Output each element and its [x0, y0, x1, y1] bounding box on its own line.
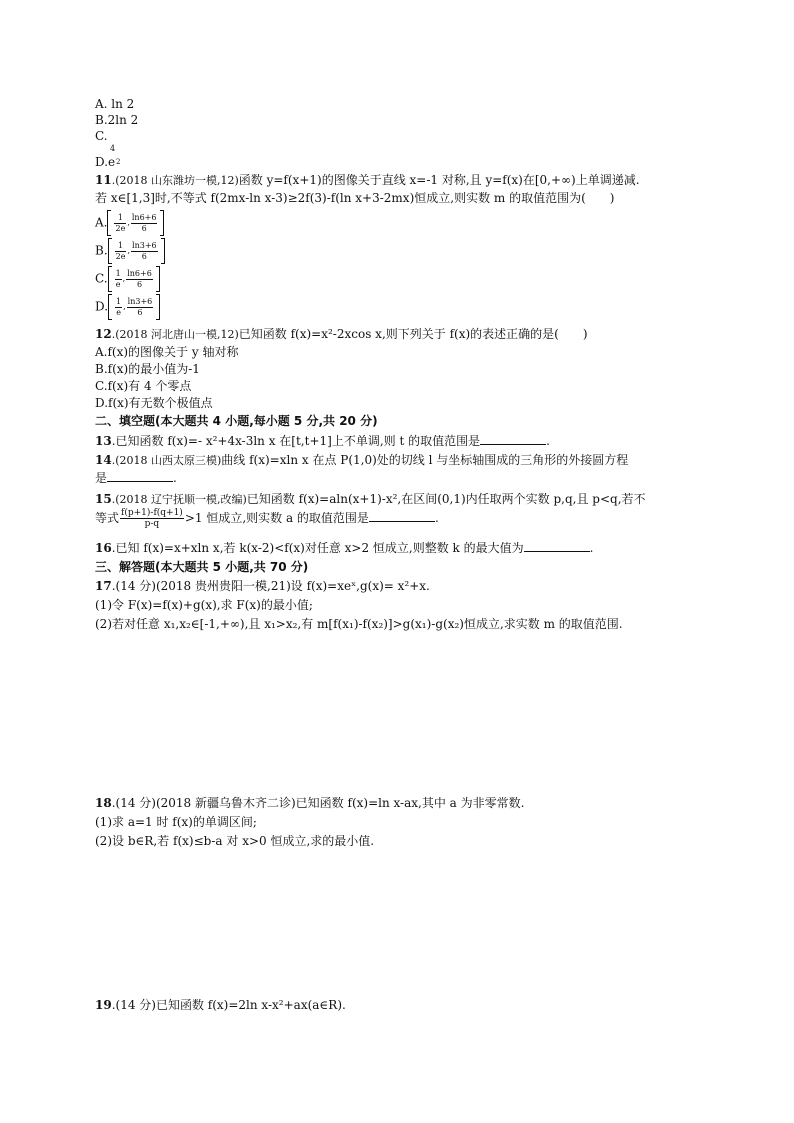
q14-stem: 曲线 f(x)=xln x 在点 P(1,0)处的切线 l 与坐标轴围成的三角形的外接圆方程: [221, 453, 629, 467]
q11-option-a-label: A.: [95, 215, 108, 230]
q16-end: .: [589, 541, 594, 555]
q15-suffix: >1 恒成立,则实数 a 的取值范围是: [184, 511, 369, 525]
q12-number: 12: [95, 327, 112, 341]
q13: [95, 433, 550, 449]
q19-head: [95, 997, 346, 1013]
frac-num: 1: [115, 268, 121, 278]
q18-number: 18: [95, 796, 112, 810]
q14-line2-text: 是: [95, 471, 108, 485]
q11-option-c-interval: $\frac{1}{e}$ , $\frac{\ln 6+6}{6}$: [108, 266, 160, 292]
frac-num: ln6+6: [127, 268, 152, 278]
q12-source: .(2018 河北唐山一模,12): [111, 328, 239, 341]
q10-option-d-base: e: [108, 155, 116, 169]
frac-num: ln3+6: [127, 296, 153, 306]
q11-option-b-interval: $\frac{1}{2e}$ , $\frac{\ln 3+6}{6}$: [108, 238, 165, 264]
q11-option-d: [95, 294, 160, 320]
q13-stem: .已知函数 f(x)=- x²+4x-3ln x 在[t,t+1]上不单调,则 t 的取值范围是: [111, 434, 481, 448]
frac-den: e: [115, 279, 121, 289]
q15-prefix: 等式: [95, 511, 120, 525]
q16-stem: .已知 f(x)=x+xln x,若 k(x-2)<f(x)对任意 x>2 恒成立,则整数 k 的最大值为: [111, 541, 524, 555]
q18-head-text: .(14 分)(2018 新疆乌鲁木齐二诊)已知函数 f(x)=ln x-ax,其中 a 为非零常数.: [111, 796, 525, 810]
q10-option-d-label: D.: [95, 155, 109, 169]
q10-option-a: A. ln 2: [95, 97, 135, 111]
q10-option-d-exp-den: 2: [116, 158, 121, 166]
q10-option-d: [95, 154, 115, 170]
q13-answer-blank: [480, 433, 546, 445]
q12-stem-text: 已知函数 f(x)=x²-2xcos x,则下列关于 f(x)的表述正确的是( ): [238, 327, 588, 341]
q11-stem-line2: 若 x∈[1,3]时,不等式 f(2mx-ln x-3)≥2f(3)-f(ln x+3-2mx)恒成立,则实数 m 的取值范围为( ): [95, 191, 615, 205]
q12-option-c: C.f(x)有 4 个零点: [95, 379, 192, 393]
q19-head-text: .(14 分)已知函数 f(x)=2ln x-x²+ax(a∈R).: [111, 998, 346, 1012]
q14-line2: [95, 470, 177, 486]
q14-number: 14: [95, 453, 112, 467]
q11-option-d-interval: $\frac{1}{e}$ , $\frac{\ln 3+6}{6}$: [108, 294, 160, 320]
q12-stem: [95, 326, 588, 343]
q10-option-d-exp-num: 4: [110, 144, 116, 153]
q16: [95, 540, 593, 556]
q15-fraction: [120, 508, 184, 529]
frac-num: f(p+1)-f(q+1): [121, 508, 183, 518]
frac-num: 1: [114, 213, 126, 224]
q15-end: .: [434, 511, 439, 525]
q10-option-c: C.: [95, 129, 108, 143]
frac-num: 1: [116, 296, 122, 306]
frac-den: 2e: [115, 223, 126, 233]
q12-option-a: A.f(x)的图像关于 y 轴对称: [95, 345, 239, 359]
section-3-heading: 三、解答题(本大题共 5 小题,共 70 分): [95, 560, 309, 574]
q11-option-a: [95, 210, 164, 236]
q11-source: .(2018 山东潍坊一模,12): [111, 174, 239, 187]
q18-part1: (1)求 a=1 时 f(x)的单调区间;: [95, 815, 257, 829]
frac-den: p-q: [144, 519, 160, 529]
frac-num: ln3+6: [132, 240, 157, 250]
q17-part1: (1)令 F(x)=f(x)+g(x),求 F(x)的最小值;: [95, 598, 313, 612]
q17-head-text: .(14 分)(2018 贵州贵阳一模,21)设 f(x)=xeˣ,g(x)= x²+x.: [111, 579, 430, 593]
q16-number: 16: [95, 541, 112, 555]
frac-den: e: [116, 307, 121, 317]
frac-num: ln6+6: [131, 212, 157, 222]
frac-den: 2e: [115, 251, 126, 261]
q11-option-c: [95, 266, 160, 292]
q15-source: .(2018 辽宁抚顺一模,改编): [111, 493, 247, 506]
frac-den: 6: [136, 279, 143, 289]
q10-option-b: B.2ln 2: [95, 113, 139, 127]
q18-head: [95, 795, 524, 811]
frac-den: 6: [141, 223, 147, 233]
q16-answer-blank: [524, 540, 590, 552]
q14-answer-blank: [107, 470, 173, 482]
frac-num: 1: [115, 241, 127, 252]
frac-den: 6: [141, 251, 147, 261]
q19-number: 19: [95, 998, 112, 1012]
frac-den: 6: [137, 307, 143, 317]
q14: [95, 452, 628, 469]
q17-part2: (2)若对任意 x₁,x₂∈[-1,+∞),且 x₁>x₂,有 m[f(x₁)-f(x₂)]>g(x₁)-g(x₂)恒成立,求实数 m 的取值范围.: [95, 617, 623, 631]
q17-number: 17: [95, 579, 112, 593]
q17-head: [95, 578, 430, 594]
q11-option-c-label: C.: [95, 271, 108, 286]
q18-part2: (2)设 b∈R,若 f(x)≤b-a 对 x>0 恒成立,求的最小值.: [95, 834, 375, 848]
section-2-heading: 二、填空题(本大题共 4 小题,每小题 5 分,共 20 分): [95, 414, 378, 428]
q13-number: 13: [95, 434, 112, 448]
q11-option-b: [95, 238, 165, 264]
q12-option-d: D.f(x)有无数个极值点: [95, 396, 213, 410]
q15-line2: [95, 508, 439, 529]
q11-stem: [95, 172, 640, 189]
q12-option-b: B.f(x)的最小值为-1: [95, 362, 200, 376]
q11-option-b-label: B.: [95, 243, 108, 258]
q11-stem-line1: 函数 y=f(x+1)的图像关于直线 x=-1 对称,且 y=f(x)在[0,+∞)上单调递减.: [238, 173, 640, 187]
q14-end: .: [173, 471, 177, 485]
q15: [95, 491, 646, 508]
q11-number: 11: [95, 173, 112, 187]
q11-option-d-label: D.: [95, 299, 109, 314]
q11-option-a-interval: $\frac{1}{2e}$ , $\frac{\ln 6+6}{6}$: [107, 210, 164, 236]
q15-answer-blank: [369, 510, 435, 522]
q15-number: 15: [95, 492, 112, 506]
q13-end: .: [546, 434, 550, 448]
q14-source: .(2018 山西太原三模): [111, 454, 222, 467]
q15-stem: 已知函数 f(x)=aln(x+1)-x²,在区间(0,1)内任取两个实数 p,q,且 p<q,若不: [246, 492, 646, 506]
